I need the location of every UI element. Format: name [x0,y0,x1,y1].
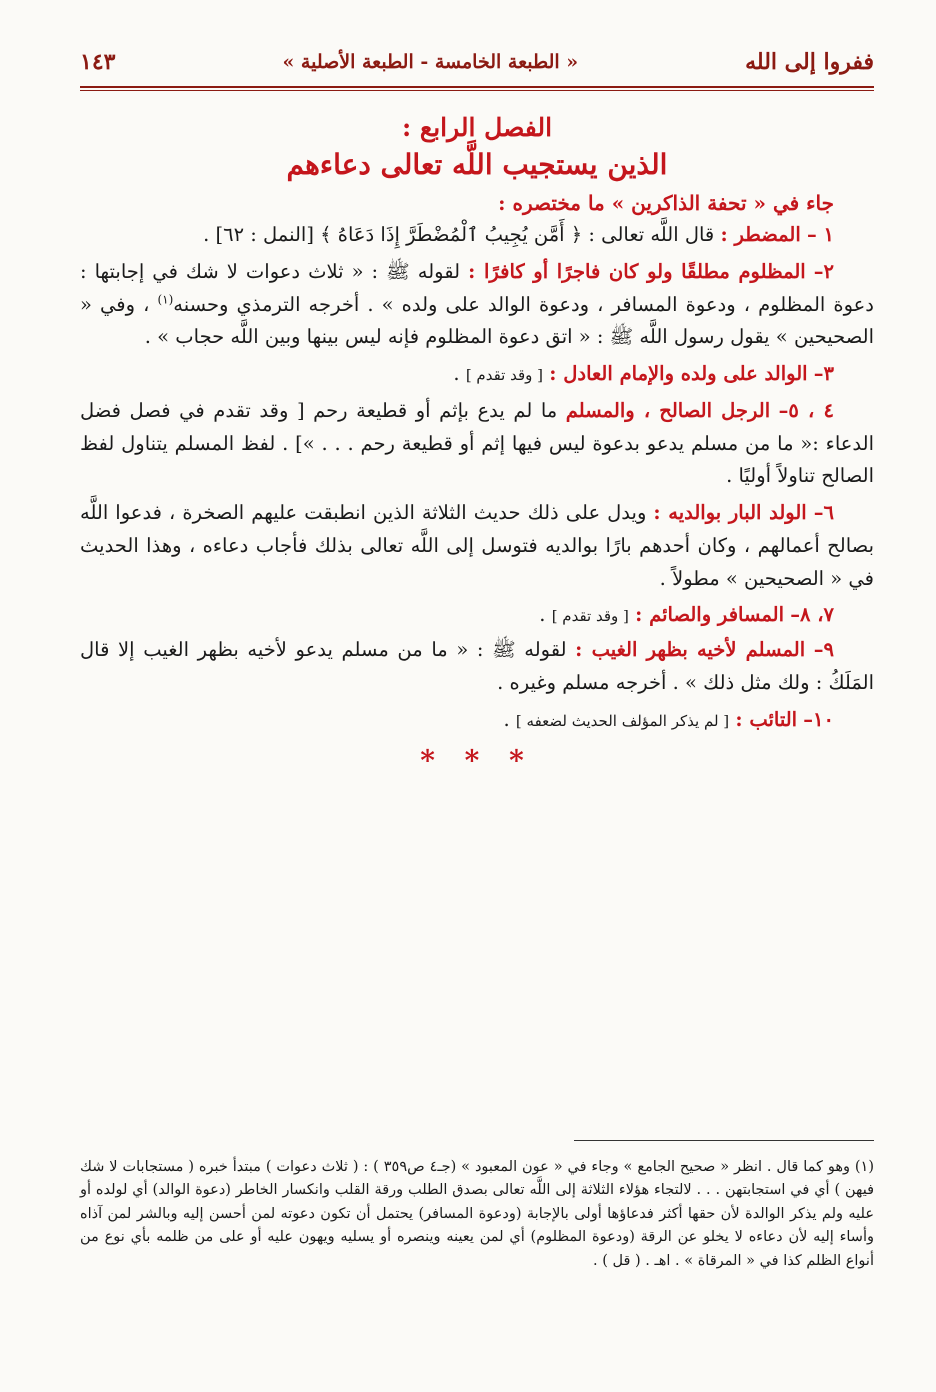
item-text: ويدل على ذلك حديث الثلاثة الذين انطبقت عليهم الصخرة ، فدعوا اللَّه بصالح أعمالهم ، وكان أحدهم بارًا بوالديه فتوسل إلى اللَّه تعالى بذلك فأجاب دعاءه ، وهذا الحديث في « الصحيحين » مطولاً . [80,501,874,590]
edition-label: « الطبعة الخامسة - الطبعة الأصلية » [282,51,579,73]
item-number: ٦– [813,501,834,524]
footnote: (١) وهو كما قال . انظر « صحيح الجامع » وجاء في « عون المعبود » (جـ٤ ص٣٥٩ ) : ( ثلاث دعوات ) مبتدأ خبره ( مستجابات لا شك فيهن ) أي في استجابتهن . . . لالتجاء هؤلاء الثلاثة إلى اللَّه تعالى بصدق الطلب ورقة القلب وانكسار الخاطر (دعوة الوالد) أي لولده أو عليه ولم يذكر الوالدة لأن حقها أكثر فدعاؤها أولى بالإجابة (ودعوة المسافر) يحتمل أن تكون دعوته لمن أحسن إليه وبالشر لمن آذاه وأساء إليه لأن دعاءه لا يخلو عن الرقة (ودعوة المظلوم) أي لمن يعينه وينصره أو يسليه ويهون عليه أو على من ظلمه بأي نوع من أنواع الظلم كذا في « المرقاة » . اهـ . ( قل ) . [80,1159,875,1269]
chapter-label: الفصل الرابع : [401,113,553,142]
list-item [80,395,874,493]
item-text: ما لم يدع بإثم أو قطيعة رحم [ وقد تقدم في فصل فضل الدعاء :« ما من مسلم يدعو بدعوة ليس فيها إثم أو قطيعة رحم . . . »] . لفظ المسلم يتناول لفظ الصالح تناولاً أوليًا . [80,398,874,488]
list-item [80,358,874,391]
item-number: ٣– [813,362,834,385]
item-text: لقوله ﷺ : « ثلاث دعوات لا شك في إجابتها : دعوة المظلوم ، ودعوة المسافر ، ودعوة الوالد على ولده » . أخرجه الترمذي وحسنه [80,259,874,316]
item-note: [ وقد تقدم ] [551,607,629,626]
item-heading: المظلوم مطلقًا ولو كان فاجرًا أو كافرًا : [468,259,806,283]
list-item [80,256,874,354]
item-number: ١٠– [803,707,834,731]
page-number: ١٤٣ [80,49,116,75]
item-heading: التائب : [735,707,798,731]
list-item [80,634,874,700]
item-note: [ وقد تقدم ] [465,366,544,384]
book-title: ففروا إلى الله [745,49,874,75]
item-text-continued: ، وفي « الصحيحين » يقول رسول اللَّه ﷺ : « اتق دعوة المظلوم فإنه ليس بينها وبين اللَّه حجاب » . [80,292,874,349]
chapter-intro: جاء في « تحفة الذاكرين » ما مختصره : [498,191,834,215]
list-item [80,599,874,632]
item-text: . [539,603,546,627]
item-heading: المضطر : [720,223,801,246]
footnote-marker[interactable]: (١) [157,292,174,306]
item-number: ٤ ، ٥– [778,398,834,422]
item-note: [ لم يذكر المؤلف الحديث لضعفه ] [515,711,730,730]
item-heading: المسافر والصائم : [635,603,784,627]
header-rule [80,86,874,91]
item-text: قال اللَّه تعالى : ﴿ أَمَّن يُجِيبُ ٱلْمُضْطَرَّ إِذَا دَعَاهُ ﴾ [النمل : ٦٢] . [203,223,715,246]
page-body [80,105,874,777]
item-number: ٩– [813,638,834,661]
item-heading: الوالد على ولده والإمام العادل : [549,362,808,385]
item-heading: الولد البار بوالديه : [653,501,807,524]
item-text: لقوله ﷺ : « ما من مسلم يدعو لأخيه بظهر الغيب إلا قال المَلَكُ : ولك مثل ذلك » . أخرجه مسلم وغيره . [80,638,874,694]
item-heading: الرجل الصالح ، والمسلم [565,398,771,422]
list-item [80,219,874,252]
item-text: . [453,362,460,385]
item-number: ٧، ٨– [790,603,834,627]
item-number: ١ – [806,223,834,246]
footnote-rule [574,1140,874,1141]
item-number: ٢– [813,259,834,283]
chapter-title: الذين يستجيب اللَّه تعالى دعاءهم [286,148,668,181]
section-separator: * * * [420,744,534,778]
list-item [80,497,874,595]
list-item [80,704,874,737]
item-text: . [503,707,510,731]
item-heading: المسلم لأخيه بظهر الغيب : [575,638,806,661]
running-header [80,40,874,84]
